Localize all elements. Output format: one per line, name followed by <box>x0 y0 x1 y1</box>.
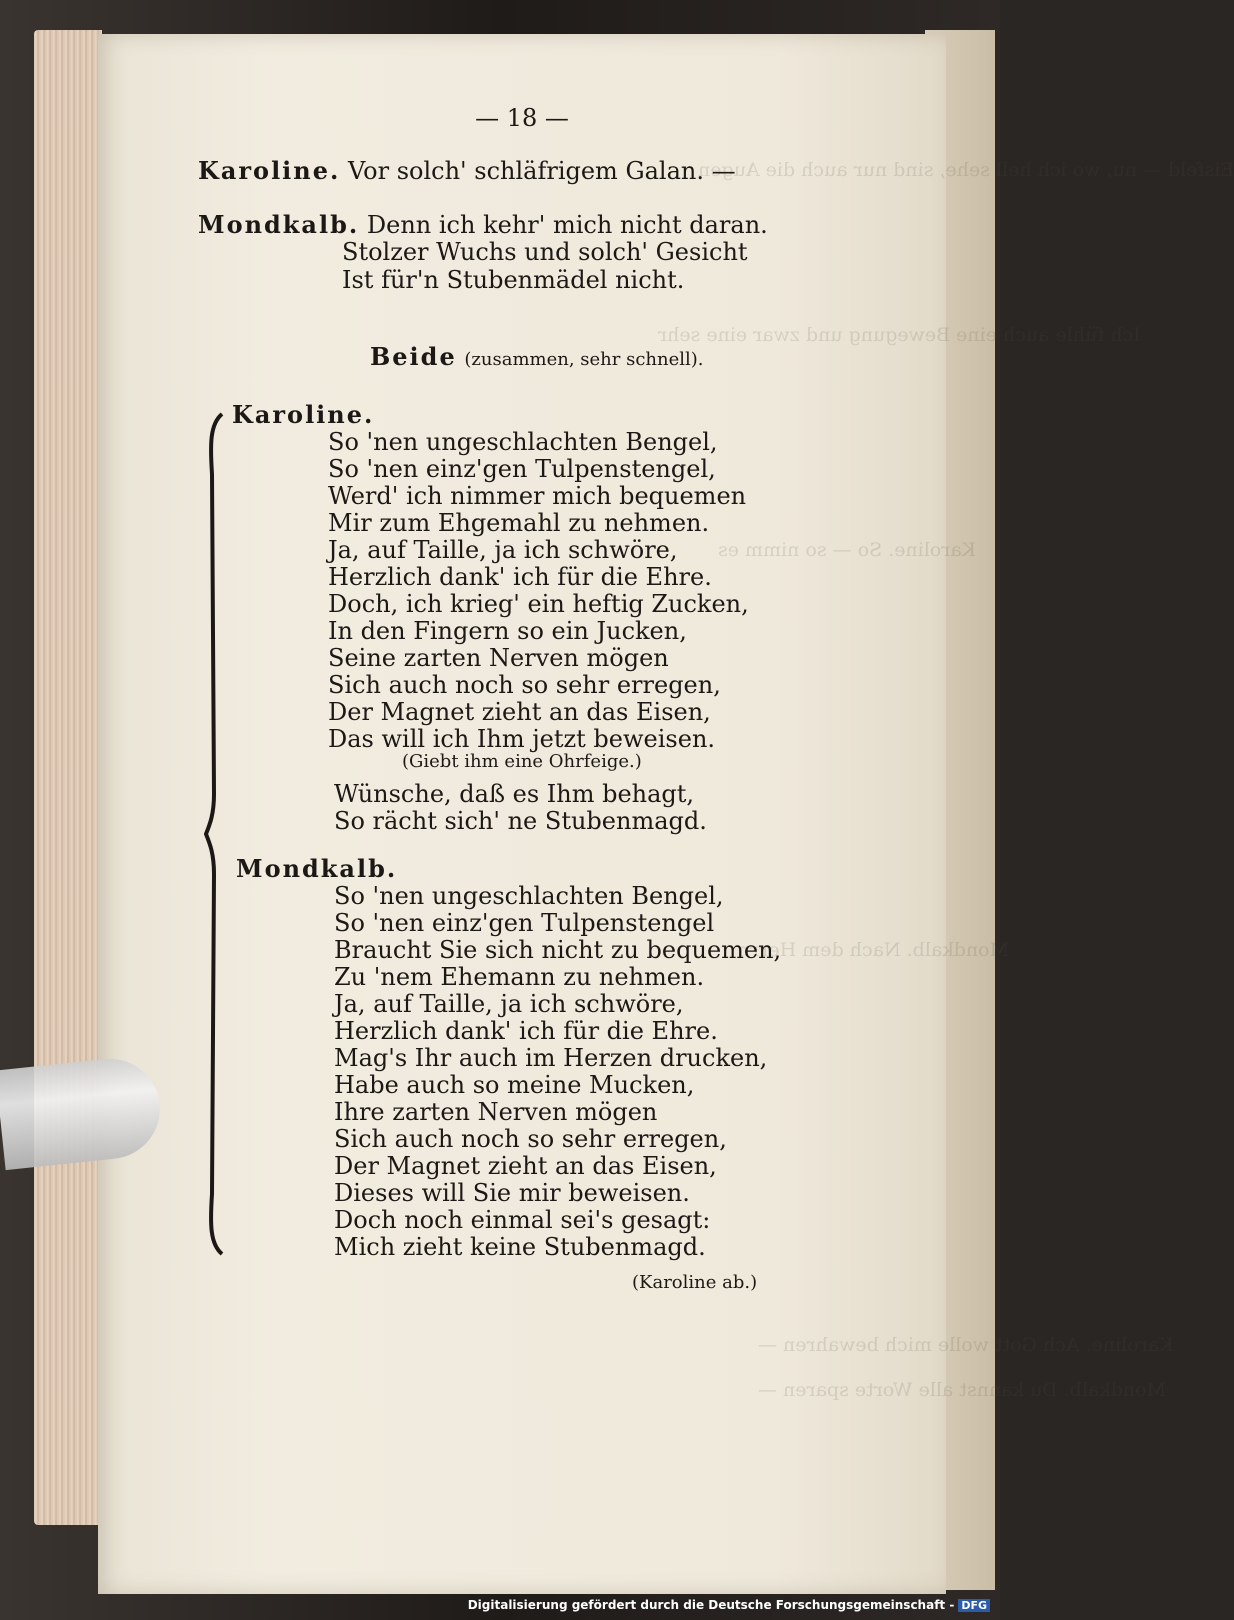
show-through-5: Karoline. Ach Gott wolle mich bewahren — <box>758 1334 1174 1356</box>
verse-line: Mir zum Ehgemahl zu nehmen. <box>328 509 710 537</box>
speaker-name: Mondkalb. <box>198 210 360 239</box>
verse-line: Der Magnet zieht an das Eisen, <box>328 698 711 726</box>
verse-line: Dieses will Sie mir beweisen. <box>334 1179 690 1207</box>
verse-line: Wünsche, daß es Ihm behagt, <box>334 780 695 808</box>
verse-line: So 'nen einz'gen Tulpenstengel <box>334 909 715 937</box>
verse-text: Vor solch' schläfrigem Galan. — <box>348 157 736 185</box>
verse-line: So 'nen ungeschlachten Bengel, <box>334 882 724 910</box>
verse-line: Doch, ich krieg' ein heftig Zucken, <box>328 590 749 618</box>
verse-line: Seine zarten Nerven mögen <box>328 644 669 672</box>
book-page <box>98 34 1234 1594</box>
curly-brace <box>206 414 226 1254</box>
speaker-name: Beide <box>370 342 457 371</box>
verse-line: Doch noch einmal sei's gesagt: <box>334 1206 711 1234</box>
footer-credit <box>468 1598 990 1612</box>
verse-line: Sich auch noch so sehr erregen, <box>334 1125 727 1153</box>
page-number: — 18 — <box>475 104 569 132</box>
beide-heading <box>370 342 704 371</box>
dfg-logo: DFG <box>958 1599 990 1612</box>
dialogue-line <box>198 210 768 239</box>
speaker-label: Karoline. <box>232 400 375 429</box>
speaker-label: Mondkalb. <box>236 854 398 883</box>
verse-line: Das will ich Ihm jetzt beweisen. <box>328 725 716 753</box>
verse-line: Mich zieht keine Stubenmagd. <box>334 1233 706 1261</box>
verse-line: Mag's Ihr auch im Herzen drucken, <box>334 1044 768 1072</box>
verse-line: So 'nen einz'gen Tulpenstengel, <box>328 455 716 483</box>
verse-line: Der Magnet zieht an das Eisen, <box>334 1152 717 1180</box>
verse-line: Stolzer Wuchs und solch' Gesicht <box>342 238 748 266</box>
show-through-2: Ich fühle auch eine Bewegung und zwar eine sehr <box>658 324 1141 346</box>
exit-direction: (Karoline ab.) <box>632 1272 758 1293</box>
dialogue-line <box>198 156 736 185</box>
stage-direction: (zusammen, sehr schnell). <box>464 349 704 370</box>
speaker-name <box>232 400 374 429</box>
footer-text: Digitalisierung gefördert durch die Deutsche Forschungsgemeinschaft - <box>467 1598 955 1612</box>
verse-line: In den Fingern so ein Jucken, <box>328 617 687 645</box>
stage-direction: (Giebt ihm eine Ohrfeige.) <box>402 751 642 772</box>
verse-line: Braucht Sie sich nicht zu bequemen, <box>334 936 782 964</box>
verse-line: Ja, auf Taille, ja ich schwöre, <box>328 536 678 564</box>
verse-line: Ihre zarten Nerven mögen <box>334 1098 658 1126</box>
verse-line: Herzlich dank' ich für die Ehre. <box>334 1017 718 1045</box>
speaker-name: Karoline. <box>198 156 341 185</box>
book-page-edges <box>34 30 102 1525</box>
verse-text: Denn ich kehr' mich nicht daran. <box>366 211 768 239</box>
verse-line: Sich auch noch so sehr erregen, <box>328 671 721 699</box>
show-through-3: Karoline. So — so nimm es <box>718 539 976 561</box>
verse-line: Herzlich dank' ich für die Ehre. <box>328 563 712 591</box>
verse-line: Werd' ich nimmer mich bequemen <box>328 482 747 510</box>
show-through-4: Mondkalb. Nach dem Herrn <box>738 939 1010 961</box>
verse-line: Habe auch so meine Mucken, <box>334 1071 695 1099</box>
verse-line: Ja, auf Taille, ja ich schwöre, <box>334 990 684 1018</box>
verse-line: So rächt sich' ne Stubenmagd. <box>334 807 707 835</box>
verse-line: Zu 'nem Ehemann zu nehmen. <box>334 963 705 991</box>
verse-line: So 'nen ungeschlachten Bengel, <box>328 428 718 456</box>
show-through-1: Eisfeld — nu, wo ich hell sehe, sind nur auch die Augen <box>698 159 1234 181</box>
verse-line: Ist für'n Stubenmädel nicht. <box>342 266 685 294</box>
show-through-6: Mondkalb. Du kannst alle Worte sparen — <box>758 1379 1166 1401</box>
speaker-name <box>236 854 397 883</box>
